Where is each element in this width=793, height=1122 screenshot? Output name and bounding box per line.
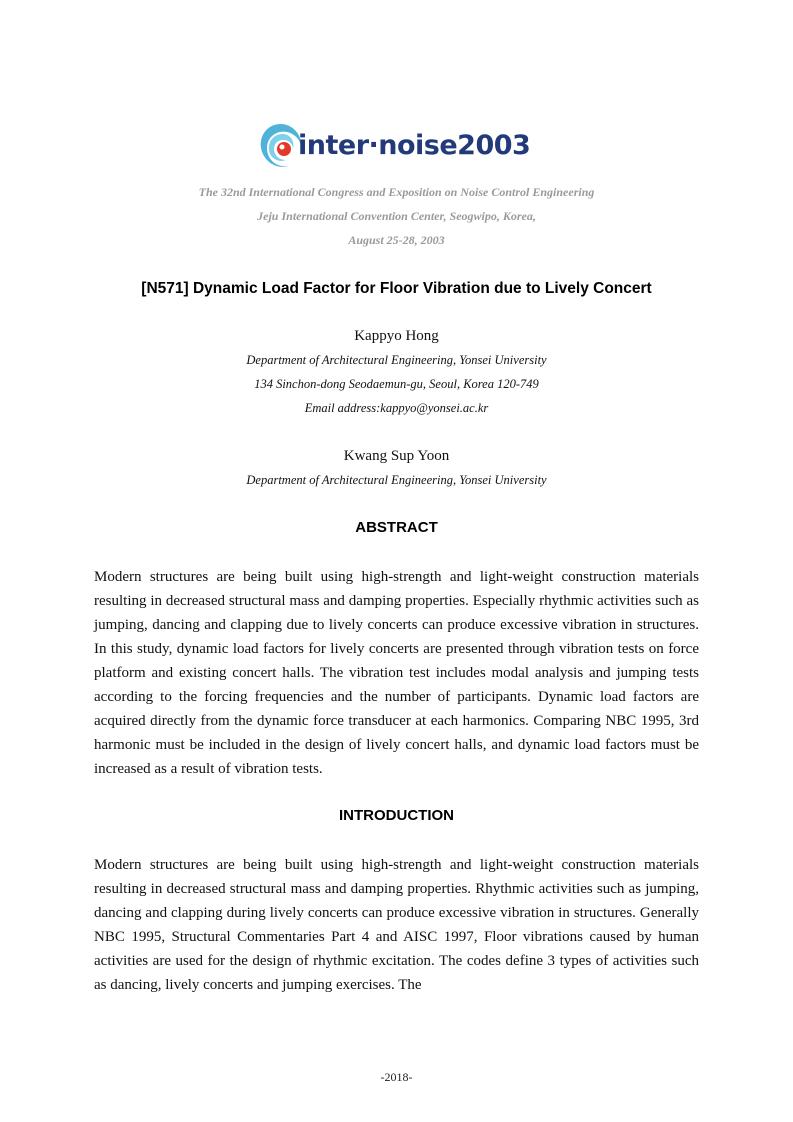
page-number: -2018-	[380, 1070, 413, 1084]
author-affiliation: Department of Architectural Engineering, Yonsei University	[246, 473, 547, 487]
author-name: Kwang Sup Yoon	[343, 448, 450, 464]
conference-venue: Jeju International Convention Center, Seogwipo, Korea,	[257, 209, 536, 223]
conference-date: August 25-28, 2003	[348, 233, 445, 247]
author-name: Kappyo Hong	[354, 328, 439, 344]
paper-title: [N571] Dynamic Load Factor for Floor Vibration due to Lively Concert	[141, 280, 652, 297]
internoise-logo	[255, 120, 545, 175]
introduction-heading: INTRODUCTION	[339, 807, 454, 824]
logo-wordmark: inter·noise2003	[298, 130, 531, 161]
author-affiliation: Department of Architectural Engineering, Yonsei University	[246, 353, 547, 367]
conference-title: The 32nd International Congress and Exposition on Noise Control Engineering	[198, 185, 595, 199]
author-address: 134 Sinchon-dong Seodaemun-gu, Seoul, Korea 120-749	[254, 377, 539, 391]
abstract-body: Modern structures are being built using high-strength and light-weight construction materials resulting in decreased structural mass and damping properties. Especially rhythmic activities such as jumping, dancing and clapping due to lively concerts can produce excessive vibration in structures. In this study, dynamic load factors for lively concerts are presented through vibration tests on force platform and existing concert halls. The vibration test includes modal analysis and jumping tests according to the forcing frequencies and the number of participants. Dynamic load factors are acquired directly from the dynamic force transducer at each harmonics. Comparing NBC 1995, 3rd harmonic must be included in the design of lively concert halls, and dynamic load factors must be increased as a result of vibration tests.	[94, 569, 699, 777]
author-email: Email address:kappyo@yonsei.ac.kr	[304, 401, 489, 415]
abstract-heading: ABSTRACT	[355, 519, 438, 536]
introduction-body: Modern structures are being built using high-strength and light-weight construction materials resulting in decreased structural mass and damping properties. Rhythmic activities such as jumping, dancing and clapping during lively concerts can produce excessive vibration in structures. Generally NBC 1995, Structural Commentaries Part 4 and AISC 1997, Floor vibrations caused by human activities are used for the design of rhythmic excitation. The codes define 3 types of activities such as dancing, lively concerts and jumping exercises. The	[94, 857, 699, 993]
